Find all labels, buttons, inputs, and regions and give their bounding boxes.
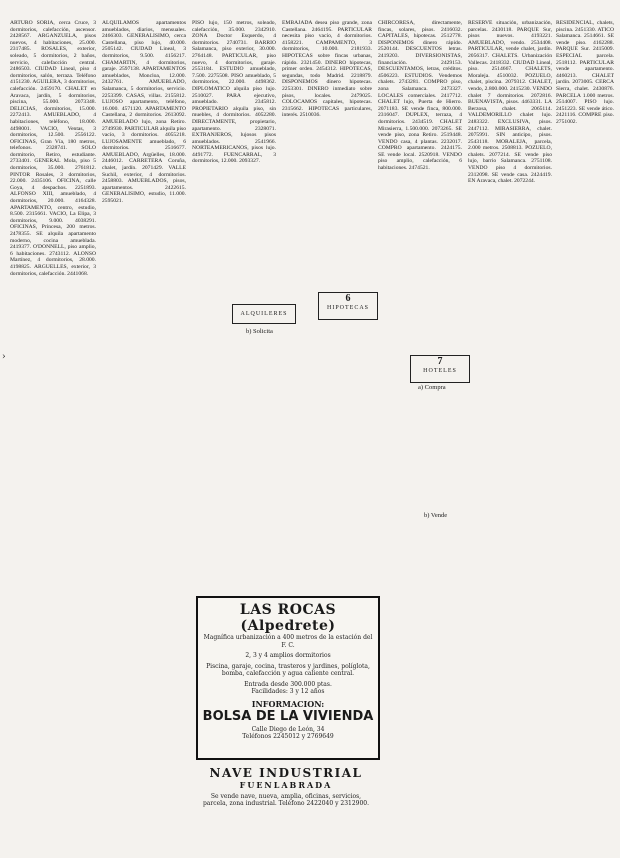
- display-ad-las-rocas: [196, 596, 380, 760]
- nave-text: Se vende nave, nueva, amplia, oficinas, servicios, parcela, zona industrial. Teléfono 2422040 y 2312900.: [202, 793, 370, 807]
- ad-title: LAS ROCAS (Alpedrete): [239, 602, 337, 634]
- section-sub-solicita: b) Solicita: [246, 328, 273, 335]
- ad-company: BOLSA DE LA VIVIENDA: [202, 708, 374, 724]
- ad-info-label: INFORMACION:: [251, 698, 325, 709]
- section-label: HOTELES: [423, 368, 457, 374]
- column-text: EMBAJADA desea piso grande, zona Castellana. 2464195. PARTICULAR necesita piso vacío, 4 dormitorios. 4158221. CAMPAMENTO, 3 dormitorios, 10.000. 2181933. HIPOTECAS sobre fincas urbanas, rápido. 2321450. DINERO hipotecas, primer orden. 2454312. HIPOTECAS, segundas, todo Madrid. 2218879. DISPONEMOS dinero hipotecas. 2253301. DINERO inmediato sobre pisos, locales. 2479025. COLOCAMOS capitales, hipotecas. 2315662. HIPOTECAS particulares, interés. 2510036.: [282, 20, 372, 119]
- column-text: RESIDENCIAL, chalets, piscina. 2451330. ATICO Salamanca. 2514661. SE vende piso. 4162288. PARQUE Sur. 2415009. ESPECIAL parcela. 2518112. PARTICULAR vende apartamento. 4460213. CHALET jardín. 2073005. CERCA Sierra, chalet. 2430876. PARCELA 1.000 metros. 2514007. PISO lujo. 2451223. SE vende ático. 2421116. COMPRE piso. 2751002.: [556, 20, 614, 125]
- section-label: HIPOTECAS: [326, 305, 369, 311]
- section-label: ALQUILERES: [240, 311, 288, 317]
- section-header-hipotecas: [318, 292, 378, 320]
- nave-title: NAVE INDUSTRIAL: [209, 766, 363, 780]
- section-number: 7: [437, 356, 443, 367]
- ad-line: Facilidades: 3 y 12 años: [251, 688, 325, 695]
- ad-line: Entrada desde 300.000 ptas.: [244, 680, 332, 688]
- column-text: CHIRCORESA, directamente, fincas, solares, pisos. 2416032. CAPITALES, hipotecas. 2512778. DISPONEMOS dinero rápido. 2520144. DESCUENTOS letras. 2419203. DIVERSIONISTAS, financiación. 2429153. DESCUENTAMOS, letras, créditos. 4506223. ESTUDIOS. Vendemos chalets. 2743281. COMPRO piso, zona Salamanca. 2473327. LOCALES comerciales. 2417712. CHALET lujo, Puerta de Hierro. 2071183. SE vende finca, 800.000. 2316047. DUPLEX, terraza, 4 dormitorios. 2434519. CHALET Mirasierra, 1.500.000. 2073265. SE vende piso, zona Retiro. 2519448. VENDO casa, 4 plantas. 2232017. COMPRO apartamento. 2424175. SE vende local. 2520918. VENDO piso amplio, calefacción, 6 habitaciones. 2474521.: [378, 20, 462, 172]
- column-text: PISO lujo, 150 metros, soleado, calefacción, 35.000. 2342910. ZONA Doctor Esquerdo, 4 dormitorios. 2740731. BARRIO Salamanca, piso exterior, 30.000. 2764148. PARTICULAR, piso nuevo, 4 dormitorios, garaje. 2553184. ESTUDIO amueblado, 7.500. 2275508. PISO amueblado, 5 dormitorios, 22.000. 4498362. DIPLOMATICO alquila piso lujo. 2510027. PARA ejecutivo, amueblado. 2345812. PROPIETARIO alquila piso, sin muebles, 4 dormitorios. 4052280. DIRECTAMENTE, propietario, apartamento. 2328071. EXTRANJEROS, lujosos pisos amueblados. 2541966. NORTEAMERICANOS, pisos lujo. 4491772. FUENCARRAL, 3 dormitorios, 12.000. 2093327.: [192, 20, 276, 165]
- classified-column-1: [10, 20, 96, 855]
- column-text: ARTURO SORIA, cerca Cruce, 3 dormitorios, calefacción, ascensor. 2428567. ARGANZUELA, pisos nuevos, 4 habitaciones, 25.000. 2317485. ROSALES, exterior, soleado, 5 dormitorios, 2 baños, servicio, calefacción central. 2486503. CIUDAD Lineal, piso 4 dormitorios, salón, terraza. Teléfono 4151230. AGUILERA, 3 dormitorios, calefacción. 2459170. CHALET en Aravaca, jardín, 5 dormitorios, piscina, 55.000. 2073348. DELICIAS, dormitorios, 15.000. 2272413. AMUEBLADO, 4 habitaciones, teléfono, 18.000. 4498001. VACIO, Ventas, 3 dormitorios, 12.500. 2556122. OFICINAS, Gran Vía, 180 metros, telefonos. 2328741. SOLO dormitorio, Retiro, estudiante. 2733401. GENERAL Mola, piso 5 dormitorios, 35.000. 2761812. PINTOR Rosales, 3 dormitorios, 22.000. 2435106. OFICINA, calle Goya, 4 despachos. 2251893. ALFONSO XIII, amueblado, 4 dormitorios, 20.000. 4164328. APARTAMENTO, centro, estudio, 8.500. 2315661. VACIO, La Elipa, 3 dormitorios, 9.000. 4038291. OFICINAS, Princesa, 200 metros. 2478355. SE alquila apartamento moderno, cocina amueblada. 2419377. O'DONNELL, piso amplio, 6 habitaciones. 2743112. ALONSO Martínez, 4 dormitorios, 28.000. 4198825. ARGUELLES, exterior, 3 dormitorios, calefacción. 2441068.: [10, 20, 96, 277]
- ad-line: Magnífica urbanización a 400 metros de la estación del F. C.: [203, 634, 373, 649]
- section-number: 6: [345, 293, 351, 304]
- classified-column-5: [378, 20, 462, 855]
- section-sub-compra: a) Compra: [418, 384, 446, 391]
- section-header-alquileres: [232, 304, 296, 324]
- section-header-hoteles: [410, 355, 470, 383]
- classified-column-6: [468, 20, 552, 855]
- classified-column-7: [556, 20, 614, 855]
- nave-place: FUENLABRADA: [239, 780, 333, 790]
- ad-phones: Teléfonos 2245012 y 2769649: [242, 733, 334, 740]
- section-sub-vende: b) Vende: [424, 512, 448, 519]
- column-text: ALQUILAMOS apartamentos amueblados, diarios, mensuales. 2466303. GENERALISIMO, cerca Castellana, piso lujo, 40.000. 2505142. CIUDAD Lineal, 3 dormitorios, 9.500. 4156217. CHAMARTIN, 4 dormitorios, garaje. 2597138. APARTAMENTOS amueblados, Moncloa, 12.000. 2432761. AMUEBLADO, Salamanca, 5 dormitorios, servicio. 2253399. CASAS, villas. 2155812. LUJOSO apartamento, teléfono, 16.000. 4571120. APARTAMENTO Castellana, 2 dormitorios. 2613092. AMUEBLADO lujo, zona Retiro. 2749930. PARTICULAR alquila piso vacío, 3 dormitorios. 4055218. LUJOSAMENTE amueblado, 6 dormitorios. 2516677. AMUEBLADO, Argüelles, 18.000. 2446012. CARRETERA Coruña, chalet, jardín. 2071429. VALLE Suchil, exterior, 4 dormitorios. 2458803. AMUEBLADOS, pisos, apartamentos. 2422615. GENERALISIMO, estudio, 11.000. 2595021.: [102, 20, 186, 205]
- column-text: RESERVE situación, urbanización, parcelas. 2430118. PARQUE Sur, pisos nuevos. 4193221. AMUEBLADO, vendo. 2534408. PARTICULAR, vende chalet, jardín. 2056317. CHALETS. Urbanización Vallecas. 2418332. CIUDAD Lineal, piso. 2514667. CHALETS, Moraleja. 4510032. POZUELO, chalet, piscina. 2079312. CHALET, vendo, 2.800.000. 2415230. VENDO chalet 7 dormitorios. 2072816. BUENAVISTA, pisos. 4463331. LA Berzosa, chalet. 2065114. VALDEMORILLO chalet lujo. 2483322. EXCLUSIVA, pisos. 2447112. MIRASIERRA, chalet. 2075991. SIN anticipo, pisos. 2543118. MORALEJA, parcela, 2.000 metros. 2508813. POZUELO, chalets. 2077214. SE vende piso lujo, barrio Salamanca. 2751108. VENDO piso 4 dormitorios. 2312098. SE vende casa. 2424419. EN Aravaca, chalet. 2072244.: [468, 20, 552, 185]
- ad-address: Calle Diego de León, 34: [251, 725, 325, 733]
- ad-line: 2, 3 y 4 amplios dormitorios: [245, 652, 331, 659]
- margin-mark-icon: ›: [2, 352, 6, 362]
- classified-column-2: [102, 20, 186, 610]
- ad-line: Piscina, garaje, cocina, trasteros y jardines, políglota, bomba, calefacción y agua caliente central.: [206, 662, 370, 677]
- display-ad-nave-industrial: [196, 766, 376, 841]
